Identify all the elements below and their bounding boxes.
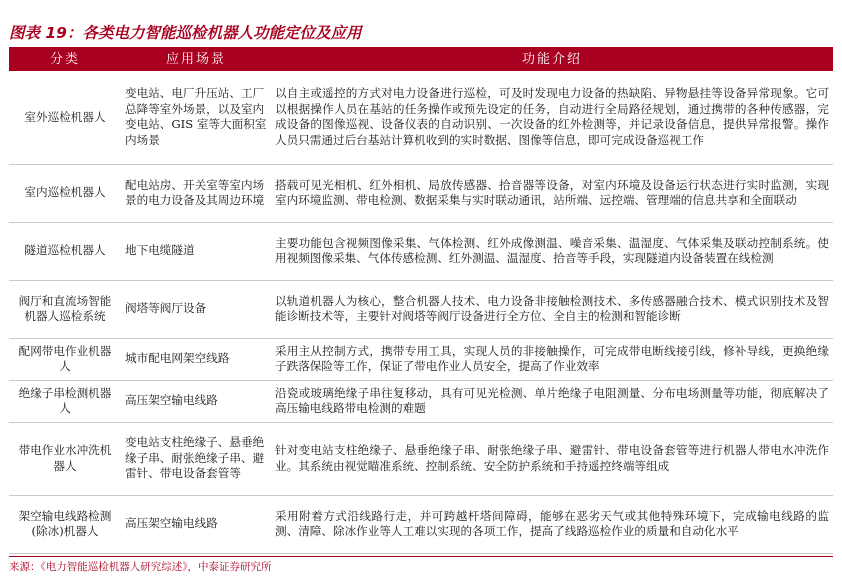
- row-scene: 配电站房、开关室等室内场景的电力设备及其周边环境: [121, 164, 271, 222]
- row-description: 以轨道机器人为核心，整合机器人技术、电力设备非接触检测技术、多传感器融合技术、模式识别技术及智能诊断技术等，主要针对阀塔等阀厅设备进行全方位、全自主的检测和智能诊断: [271, 280, 833, 338]
- row-description: 以自主或遥控的方式对电力设备进行巡检，可及时发现电力设备的热缺陷、异物悬挂等设备异常现象。它可以根据操作人员在基站的任务操作或预先设定的任务，自动进行全局路径规划，通过携带的各种传感器，完成设备的图像巡视、设备仪表的自动识别、一次设备的红外检测等，并记录设备信息，提供异常报警。操作人员只需通过后台基站计算机收到的实时数据、图像等信息，即可完成设备巡视工作: [271, 71, 833, 164]
- source-note: 来源：《电力智能巡检机器人研究综述》，中泰证券研究所: [9, 561, 272, 573]
- source-rule: [9, 556, 833, 557]
- figure-title: 图表 19：各类电力智能巡检机器人功能定位及应用: [9, 24, 362, 42]
- row-category: 室外巡检机器人: [9, 71, 121, 164]
- row-description: 采用附着方式沿线路行走，并可跨越杆塔间障碍，能够在恶劣天气或其他特殊环境下，完成输电线路的监测、清障、除冰作业等人工难以实现的各项工作，提高了线路巡检作业的质量和自动化水平: [271, 495, 833, 553]
- table-row: [9, 164, 833, 222]
- row-scene: 地下电缆隧道: [121, 222, 271, 280]
- table-row: [9, 280, 833, 338]
- row-category: 配网带电作业机器人: [9, 338, 121, 380]
- header-scene: 应用场景: [121, 49, 271, 71]
- row-scene: 阀塔等阀厅设备: [121, 280, 271, 338]
- row-category: 隧道巡检机器人: [9, 222, 121, 280]
- row-scene: 高压架空输电线路: [121, 495, 271, 553]
- row-category: 带电作业水冲洗机器人: [9, 422, 121, 495]
- table-header-row: [9, 49, 833, 71]
- table-row: [9, 222, 833, 280]
- row-category: 阀厅和直流场智能机器人巡检系统: [9, 280, 121, 338]
- row-scene: 城市配电网架空线路: [121, 338, 271, 380]
- row-category: 室内巡检机器人: [9, 164, 121, 222]
- table-row: [9, 71, 833, 164]
- header-category: 分类: [9, 49, 121, 71]
- row-category: 绝缘子串检测机器人: [9, 380, 121, 422]
- table-row: [9, 495, 833, 553]
- row-description: 沿瓷或玻璃绝缘子串往复移动，具有可见光检测、单片绝缘子电阻测量、分布电场测量等功能，彻底解决了高压输电线路带电检测的难题: [271, 380, 833, 422]
- header-description: 功能介绍: [271, 49, 833, 71]
- row-scene: 高压架空输电线路: [121, 380, 271, 422]
- table-row: [9, 422, 833, 495]
- row-scene: 变电站、电厂升压站、工厂总降等室外场景，以及室内变电站、GIS 室等大面积室内场景: [121, 71, 271, 164]
- row-scene: 变电站支柱绝缘子、悬垂绝缘子串、耐张绝缘子串、避雷针、带电设备套管等: [121, 422, 271, 495]
- row-description: 主要功能包含视频图像采集、气体检测、红外成像测温、噪音采集、温湿度、气体采集及联动控制系统。使用视频图像采集、气体传感检测、红外测温、温湿度、拾音等手段，实现隧道内设备装置在线检测: [271, 222, 833, 280]
- row-description: 搭载可见光相机、红外相机、局放传感器、拾音器等设备，对室内环境及设备运行状态进行实时监测，实现室内环境监测、带电检测、数据采集与实时联动通讯，站所端、远控端、管理端的信息共享和全面联动: [271, 164, 833, 222]
- row-category: 架空输电线路检测(除冰)机器人: [9, 495, 121, 553]
- row-description: 针对变电站支柱绝缘子、悬垂绝缘子串、耐张绝缘子串、避雷针、带电设备套管等进行机器人带电水冲洗作业。其系统由视觉瞄准系统、控制系统、安全防护系统和手持遥控终端等组成: [271, 422, 833, 495]
- table-row: [9, 338, 833, 380]
- robot-features-table: [9, 49, 833, 554]
- table-row: [9, 380, 833, 422]
- row-description: 采用主从控制方式，携带专用工具，实现人员的非接触操作，可完成带电断线接引线，修补导线，更换绝缘子跌落保险等工作，保证了带电作业人员安全，提高了作业效率: [271, 338, 833, 380]
